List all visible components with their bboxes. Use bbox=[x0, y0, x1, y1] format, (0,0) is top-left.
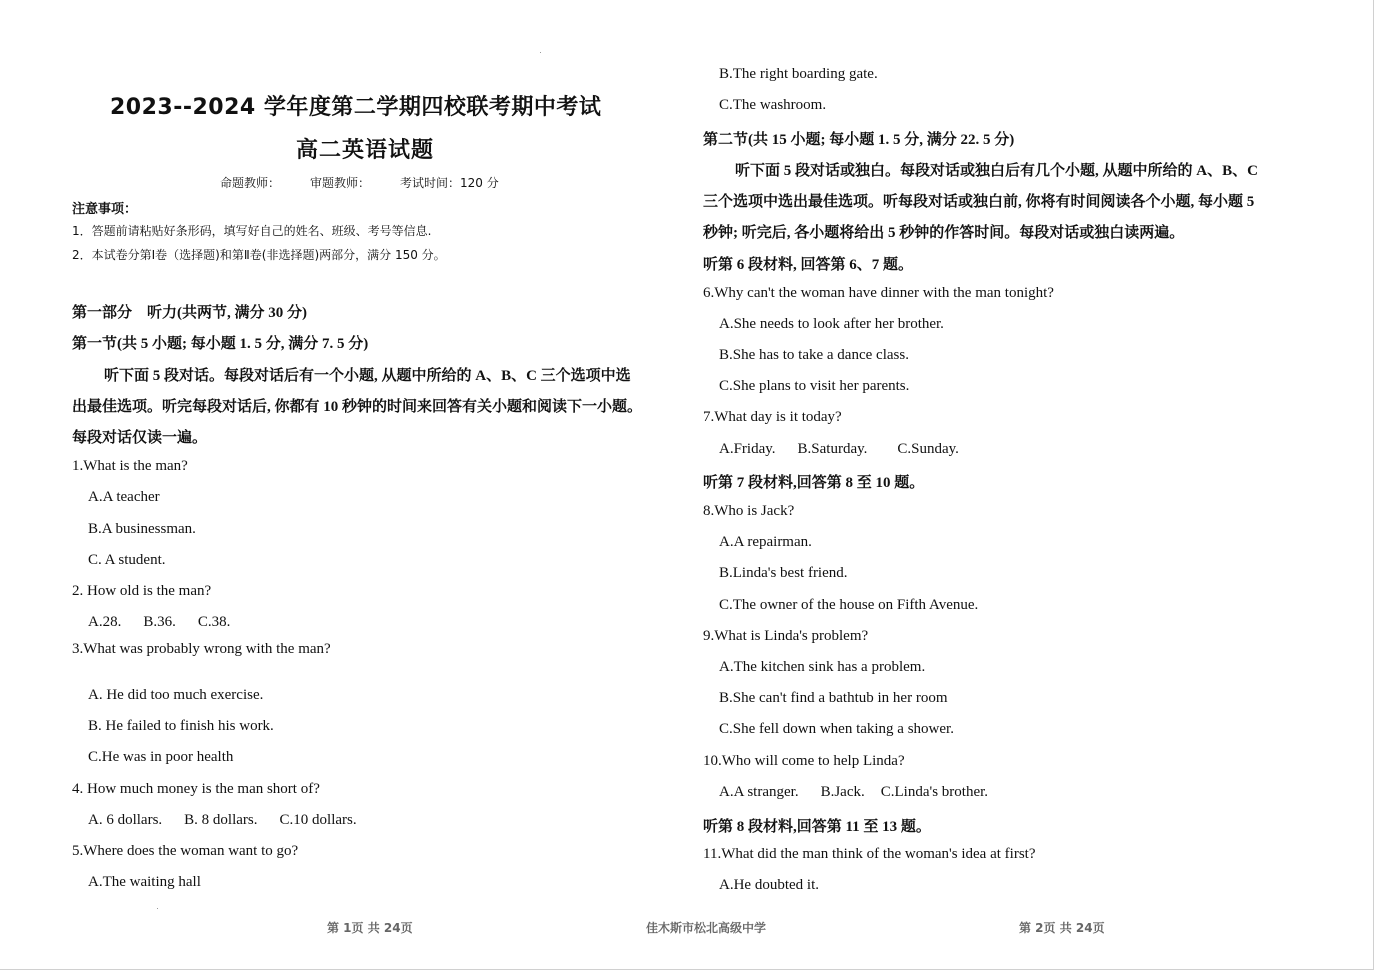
options-row bbox=[88, 812, 379, 829]
option: B.A businessman. bbox=[88, 521, 196, 537]
option: C.Sunday. bbox=[897, 441, 959, 457]
option: C.10 dollars. bbox=[279, 812, 357, 828]
section2-heading: 第二节(共 15 小题; 每小题 1. 5 分, 满分 22. 5 分) bbox=[703, 132, 1015, 148]
option: A.The waiting hall bbox=[88, 874, 201, 890]
question-10: 10.Who will come to help Linda? bbox=[703, 753, 905, 769]
option: C.The washroom. bbox=[719, 97, 827, 113]
option: C.38. bbox=[197, 614, 231, 630]
exam-title: 2023--2024 学年度第二学期四校联考期中考试 bbox=[110, 95, 602, 120]
option: B.36. bbox=[143, 614, 176, 630]
option: C.She plans to visit her parents. bbox=[719, 378, 910, 394]
section2-instructions: 三个选项中选出最佳选项。听每段对话或独白前, 你将有时间阅读各个小题, 每小题 5 bbox=[703, 194, 1255, 210]
note-item: 2．本试卷分第Ⅰ卷（选择题)和第Ⅱ卷(非选择题)两部分，满分 150 分。 bbox=[72, 248, 446, 262]
option: C. A student. bbox=[88, 552, 166, 568]
options-row bbox=[88, 614, 252, 631]
option: A. He did too much exercise. bbox=[88, 687, 264, 703]
option: B. He failed to finish his work. bbox=[88, 718, 274, 734]
note-item: 1．答题前请粘贴好条形码，填写好自己的姓名、班级、考号等信息. bbox=[72, 224, 432, 238]
option: B.Saturday. bbox=[797, 441, 868, 457]
options-row bbox=[719, 441, 981, 458]
footer-left-page: 第 1页 共 24页 bbox=[327, 921, 413, 935]
question-2: 2. How old is the man? bbox=[72, 583, 212, 599]
setter-label: 命题教师： bbox=[220, 176, 281, 190]
exam-time: 考试时间：120 分 bbox=[400, 176, 499, 190]
section1-instructions: 每段对话仅读一遍。 bbox=[72, 430, 208, 446]
notes-heading: 注意事项： bbox=[72, 202, 138, 217]
question-9: 9.What is Linda's problem? bbox=[703, 628, 869, 644]
material-heading: 听第 6 段材料, 回答第 6、7 题。 bbox=[703, 257, 914, 273]
scan-dot bbox=[157, 908, 158, 909]
option: B.She can't find a bathtub in her room bbox=[719, 690, 948, 706]
part1-heading: 第一部分 听力(共两节, 满分 30 分) bbox=[72, 305, 307, 321]
reviewer-label: 审题教师： bbox=[310, 176, 371, 190]
section1-instructions: 出最佳选项。听完每段对话后, 你都有 10 秒钟的时间来回答有关小题和阅读下一小题。 bbox=[72, 399, 643, 415]
question-3: 3.What was probably wrong with the man? bbox=[72, 641, 331, 657]
option: C.He was in poor health bbox=[88, 749, 234, 765]
section1-instructions: 听下面 5 段对话。每段对话后有一个小题, 从题中所给的 A、B、C 三个选项中选 bbox=[104, 368, 631, 384]
option: B. 8 dollars. bbox=[184, 812, 258, 828]
section2-instructions: 听下面 5 段对话或独白。每段对话或独白后有几个小题, 从题中所给的 A、B、C bbox=[735, 163, 1258, 179]
option: A.Friday. bbox=[719, 441, 776, 457]
option: B.She has to take a dance class. bbox=[719, 347, 909, 363]
exam-subtitle: 高二英语试题 bbox=[296, 138, 435, 163]
option: A.A teacher bbox=[88, 489, 160, 505]
question-1: 1.What is the man? bbox=[72, 458, 188, 474]
scan-dot bbox=[540, 52, 541, 53]
material-heading: 听第 8 段材料,回答第 11 至 13 题。 bbox=[703, 819, 931, 835]
option: B.The right boarding gate. bbox=[719, 66, 878, 82]
option: C.She fell down when taking a shower. bbox=[719, 721, 954, 737]
section2-instructions: 秒钟; 听完后, 各小题将给出 5 秒钟的作答时间。每段对话或独白读两遍。 bbox=[703, 225, 1185, 241]
question-4: 4. How much money is the man short of? bbox=[72, 781, 320, 797]
option: A.The kitchen sink has a problem. bbox=[719, 659, 926, 675]
options-row bbox=[719, 784, 1010, 801]
footer-school: 佳木斯市松北高级中学 bbox=[646, 921, 767, 935]
material-heading: 听第 7 段材料,回答第 8 至 10 题。 bbox=[703, 475, 925, 491]
exam-meta bbox=[220, 174, 529, 191]
question-7: 7.What day is it today? bbox=[703, 409, 842, 425]
question-5: 5.Where does the woman want to go? bbox=[72, 843, 299, 859]
question-11: 11.What did the man think of the woman's idea at first? bbox=[703, 846, 1036, 862]
question-8: 8.Who is Jack? bbox=[703, 503, 795, 519]
question-6: 6.Why can't the woman have dinner with the man tonight? bbox=[703, 285, 1054, 301]
option: B.Linda's best friend. bbox=[719, 565, 848, 581]
option: B.Jack. bbox=[820, 784, 865, 800]
section1-heading: 第一节(共 5 小题; 每小题 1. 5 分, 满分 7. 5 分) bbox=[72, 336, 369, 352]
option: A. 6 dollars. bbox=[88, 812, 163, 828]
option: A.28. bbox=[88, 614, 122, 630]
option: A.A repairman. bbox=[719, 534, 812, 550]
option: C.The owner of the house on Fifth Avenue. bbox=[719, 597, 979, 613]
option: A.A stranger. bbox=[719, 784, 799, 800]
option: A.He doubted it. bbox=[719, 877, 819, 893]
option: C.Linda's brother. bbox=[880, 784, 989, 800]
option: A.She needs to look after her brother. bbox=[719, 316, 944, 332]
footer-right-page: 第 2页 共 24页 bbox=[1019, 921, 1105, 935]
